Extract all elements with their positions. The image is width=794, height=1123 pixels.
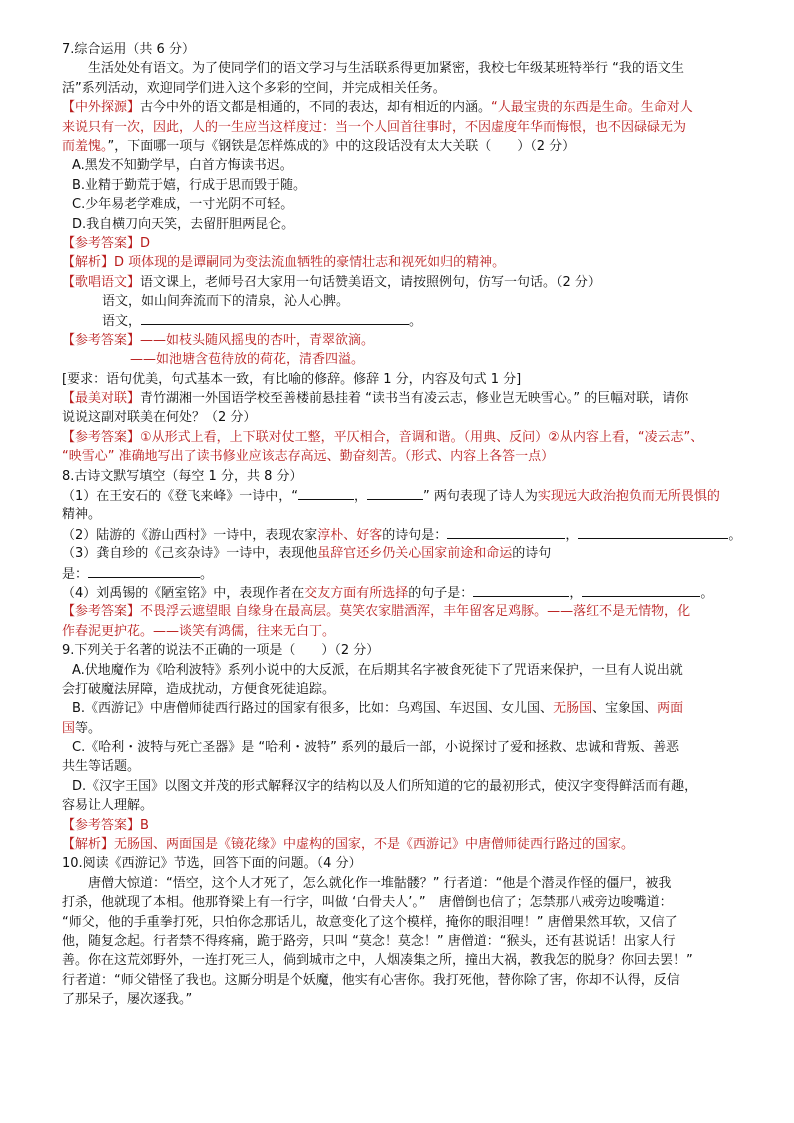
explore-line-1 (62, 98, 740, 117)
q8-i3-text-c: 是： (62, 566, 89, 582)
q8-i4-text-b: 的句子是： (408, 585, 474, 601)
answer-value: B (140, 817, 149, 833)
couplet-answer-2: “映雪心” 准确地写出了读书修业应该志存高远、勤奋刻苦。（形式、内容上各答一点） (62, 449, 555, 465)
q8-i1-end: 精神。 (62, 507, 102, 523)
q7-intro-line-1: 生活处处有语文。为了使同学们的语文学习与生活联系得更加紧密，我校七年级某班特举行 “我的语文生 (88, 61, 684, 77)
sing-answer-1 (62, 331, 740, 350)
q8-i3-end: 。 (200, 566, 214, 582)
sing-text: 语文课上，老师号召大家用一句话赞美语文，请按照例句，仿写一句话。（2 分） (140, 274, 601, 290)
answer-text: ①从形式上看，上下联对仗工整，平仄相合，音调和谐。（用典、反问）②从内容上看，“凌云志”、 (140, 429, 704, 445)
explore-analysis (62, 253, 740, 272)
q10-passage-line-1: 唐僧大惊道：“悟空，这个人才死了，怎么就化作一堆骷髅？” 行者道：“他是个潜灵作怪的僵尸，被我 (88, 875, 672, 891)
sing-line (62, 273, 740, 292)
sing-blank[interactable] (141, 311, 409, 325)
q8-i4-end: 。 (700, 585, 714, 601)
option-c: C.少年易老学难成，一寸光阴不可轻。 (72, 197, 294, 213)
q9-b-keyword-3: 国 (62, 720, 76, 736)
sing-answer-2: ——如池塘含苞待放的荷花，清香四溢。 (130, 352, 365, 368)
q9-answer (62, 816, 740, 835)
answer-tag: 【参考答案】 (62, 235, 141, 251)
q8-blank-7[interactable] (473, 583, 569, 597)
sing-blank-prefix: 语文， (102, 314, 142, 330)
analysis-text: D 项体现的是谭嗣同为变法流血牺牲的豪情壮志和视死如归的精神。 (114, 255, 506, 271)
answer-text: 不畏浮云遮望眼 自缘身在最高层。莫笑农家腊酒浑，丰年留客足鸡豚。——落红不是无情物，化 (140, 604, 691, 620)
explore-quote-3: 而羞愧。 (62, 138, 108, 154)
q9-option-d-1: D.《汉字王国》以图文并茂的形式解释汉字的结构以及人们所知道的它的最初形式，使汉字变得鲜活而有趣， (72, 778, 698, 794)
answer-tag: 【参考答案】 (62, 429, 141, 445)
q8-i4-keyword: 交友方面有所选择 (304, 585, 409, 601)
q9-b-text-c: 等。 (75, 720, 102, 736)
q8-i1-sep: ， (354, 488, 368, 504)
analysis-tag: 【解析】 (62, 255, 115, 271)
sing-blank-suffix: 。 (409, 314, 423, 330)
explore-quote-1: “人最宝贵的东西是生命。生命对人 (491, 100, 693, 116)
q8-answer-2: 作春泥更护花。——谈笑有鸿儒，往来无白丁。 (62, 623, 336, 639)
q10-passage-line-3: “师父，他的手重拳打死，只怕你念那话儿，故意变化了这个模样，掩你的眼泪哩！” 唐僧果然耳软，又信了 (62, 914, 678, 930)
q8-i2-sep: ， (565, 527, 579, 543)
q9-b-keyword-2: 两面 (657, 701, 684, 717)
q8-i3-keyword: 虽辞官还乡仍关心国家前途和命运 (317, 546, 513, 562)
q7-intro-line-2: 活”系列活动，欢迎同学们进入这个多彩的空间，并完成相关任务。 (62, 80, 446, 96)
q9-option-d-2: 容易让人理解。 (62, 798, 154, 814)
q8-i3-text: （3）龚自珍的《己亥杂诗》一诗中，表现他 (62, 546, 318, 562)
q10-passage-line-6: 行者道：“师父错怪了我也。这厮分明是个妖魔，他实有心害你。我打死他，替你除了害，你却不认得，反信 (62, 972, 680, 988)
q10-passage-line-7: 了那呆子，屡次逐我。” (62, 992, 193, 1008)
q8-blank-2[interactable] (367, 486, 423, 500)
couplet-text-2: 说说这副对联美在何处？（2 分） (62, 410, 257, 426)
analysis-text: 无肠国、两面国是《镜花缘》中虚构的国家，不是《西游记》中唐僧师徒西行路过的国家。 (114, 837, 635, 853)
q8-i2-keyword: 淳朴、好客 (317, 527, 383, 543)
q10-passage-line-2: 打杀，他就现了本相。他那脊梁上有一行字，叫做 ‘白骨夫人’。” 唐僧倒也信了；怎禁那八戒旁边唆嘴道： (62, 895, 673, 911)
q8-blank-1[interactable] (298, 486, 354, 500)
q8-blank-3[interactable] (447, 525, 565, 539)
q9-option-a-2: 会打破魔法屏障，造成扰动，方便食死徒追踪。 (62, 681, 336, 697)
q8-item-3-cont (62, 564, 740, 583)
option-a: A.黑发不知勤学早，白首方悔读书迟。 (72, 158, 293, 174)
answer-text: ——如枝头随风摇曳的杏叶，青翠欲滴。 (140, 332, 375, 348)
answer-tag: 【参考答案】 (62, 817, 141, 833)
couplet-tag: 【最美对联】 (62, 391, 141, 407)
q9-analysis (62, 835, 740, 854)
explore-tag: 【中外探源】 (62, 100, 141, 116)
q9-header: 9.下列关于名著的说法不正确的一项是（ ）（2 分） (62, 643, 380, 659)
couplet-line-1 (62, 389, 740, 408)
q8-i4-text: （4）刘禹锡的《陋室铭》中，表现作者在 (62, 585, 305, 601)
couplet-answer-1 (62, 428, 740, 447)
q10-passage-line-4: 他，随复念起。行者禁不得疼痛，跪于路旁，只叫 “莫念！莫念！” 唐僧道：“猴头，还有甚说话！出家人行 (62, 933, 676, 949)
option-b: B.业精于勤荒于嬉，行成于思而毁于随。 (72, 177, 307, 193)
q8-item-4 (62, 583, 740, 602)
q8-blank-4[interactable] (578, 525, 728, 539)
q8-answer-1 (62, 602, 740, 621)
q10-header: 10.阅读《西游记》节选，回答下面的问题。（4 分） (62, 856, 362, 872)
explore-question: ”，下面哪一项与《钢铁是怎样炼成的》中的这段话没有太大关联（ ）（2 分） (107, 138, 576, 154)
q8-i2-text: （2）陆游的《游山西村》一诗中，表现农家 (62, 527, 318, 543)
q8-header: 8.古诗文默写填空（每空 1 分，共 8 分） (62, 468, 303, 484)
q8-item-3 (62, 544, 740, 563)
explore-answer (62, 234, 740, 253)
q8-i2-end: 。 (728, 527, 742, 543)
answer-tag: 【参考答案】 (62, 604, 141, 620)
option-d: D.我自横刀向天笑，去留肝胆两昆仑。 (72, 216, 295, 232)
q7-header: 7.综合运用（共 6 分） (62, 42, 195, 57)
q8-i1-text-b: ” 两句表现了诗人为 (423, 488, 538, 504)
q9-b-text: B.《西游记》中唐僧师徒西行路过的国家有很多，比如：乌鸡国、车迟国、女儿国、 (72, 701, 554, 717)
answer-value: D (140, 235, 151, 251)
q8-i1-text: （1）在王安石的《登飞来峰》一诗中，“ (62, 488, 299, 504)
q8-item-2 (62, 525, 740, 544)
q10-passage-line-5: 善。你在这荒郊野外，一连打死三人，倘到城市之中，人烟凑集之所，撞出大祸，教我怎的脱身？你回去罢！” (62, 953, 693, 969)
q8-blank-8[interactable] (582, 583, 700, 597)
q9-option-c-1: C.《哈利・波特与死亡圣器》是 “哈利・波特” 系列的最后一部，小说探讨了爱和拯救、忠诚和背叛、善恶 (72, 740, 679, 756)
q8-blank-5[interactable] (88, 564, 144, 578)
q8-i3-text-b: 的诗句 (512, 546, 552, 562)
q9-option-b-2 (62, 719, 740, 738)
q9-option-b-1 (62, 699, 740, 718)
answer-tag: 【参考答案】 (62, 332, 141, 348)
q9-b-text-b: 、宝象国、 (592, 701, 658, 717)
q8-blank-6[interactable] (144, 564, 200, 578)
couplet-text-1: 青竹湖湘一外国语学校至善楼前悬挂着 “读书当有凌云志，修业岂无映雪心。” 的巨幅对联，请你 (140, 391, 689, 407)
q8-i4-sep: ， (569, 585, 583, 601)
sing-tag: 【歌唱语文】 (62, 274, 141, 290)
explore-text-1a: 古今中外的语文都是相通的，不同的表达，却有相近的内涵。 (140, 100, 492, 116)
q8-item-1 (62, 486, 740, 505)
sing-example: 语文，如山间奔流而下的清泉，沁人心脾。 (102, 294, 350, 310)
q8-i1-keyword: 实现远大政治抱负而无所畏惧的 (537, 488, 720, 504)
q9-b-keyword-1: 无肠国 (553, 701, 593, 717)
explore-quote-2: 来说只有一次，因此，人的一生应当这样度过：当一个人回首往事时，不因虚度年华而悔恨，也不因碌碌无为 (62, 119, 687, 135)
sing-blank-line (62, 311, 740, 330)
explore-line-3 (62, 137, 740, 156)
sing-requirement: [要求：语句优美，句式基本一致，有比喻的修辞。修辞 1 分，内容及句式 1 分] (62, 371, 522, 387)
q9-option-c-2: 共生等话题。 (62, 759, 141, 775)
analysis-tag: 【解析】 (62, 837, 115, 853)
q8-i2-text-b: 的诗句是： (382, 527, 448, 543)
q9-option-a-1: A.伏地魔作为《哈利波特》系列小说中的大反派，在后期其名字被食死徒下了咒语来保护，一旦有人说出就 (72, 662, 683, 678)
